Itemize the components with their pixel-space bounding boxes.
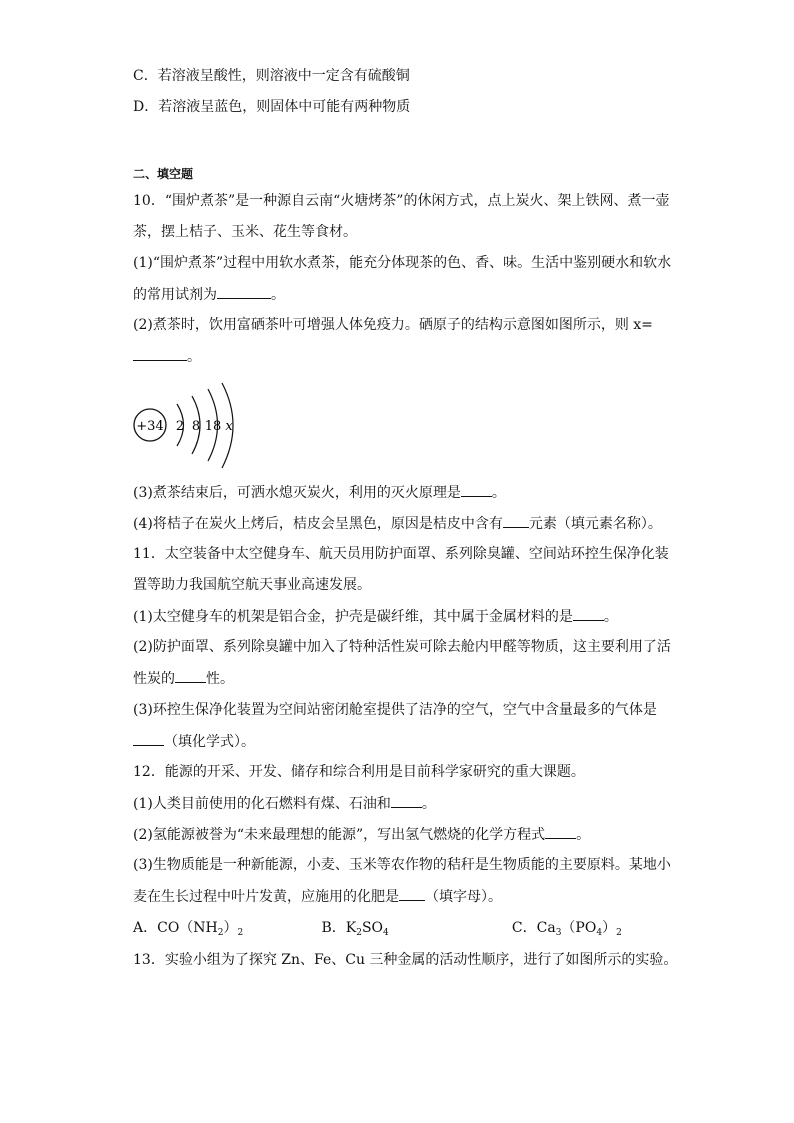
option-a <box>133 918 317 938</box>
shell-electrons-2: 8 <box>191 419 201 434</box>
text: (2)氢能源被誉为“未来最理想的能源”，写出氢气燃烧的化学方程式 <box>133 827 546 843</box>
line-option-c: C．若溶液呈酸性，则溶液中一定含有硫酸铜 <box>133 68 410 84</box>
answer-blank <box>573 606 604 621</box>
question-11-1 <box>133 606 618 627</box>
shell-electrons-3: 18 <box>204 419 222 434</box>
question-10-1-line-2 <box>133 284 285 305</box>
question-11-line-1: 11．太空装备中太空健身车、航天员用防护面罩、系列除臭罐、空间站环控生保净化装 <box>133 546 669 562</box>
nucleus-charge: +34 <box>136 419 164 434</box>
text: 元素（填元素名称）。 <box>528 516 662 532</box>
option-b <box>321 918 507 938</box>
answer-blank <box>391 793 422 808</box>
shell-electrons-1: 2 <box>175 419 185 434</box>
text: 的常用试剂为 <box>133 287 217 303</box>
subscript: 2 <box>237 928 244 938</box>
option-b-mid: SO <box>361 920 384 936</box>
text: (1)人类目前使用的化石燃料有煤、石油和 <box>133 796 391 812</box>
answer-blank <box>461 482 492 497</box>
question-10-1-line-1: (1)“围炉煮茶”过程中用软水煮茶，能充分体现茶的色、香、味。生活中鉴别硬水和软水 <box>133 255 672 271</box>
text: （填字母）。 <box>425 889 502 905</box>
text: 性。 <box>206 671 234 687</box>
option-a-mid: ） <box>223 920 238 936</box>
section-title: 二、填空题 <box>133 167 194 181</box>
text: （填化学式）。 <box>164 734 255 750</box>
question-11-2-line-2 <box>133 668 234 689</box>
question-11-line-2: 置等助力我国航空航天事业高速发展。 <box>133 577 371 593</box>
answer-blank <box>133 346 187 361</box>
answer-blank <box>175 668 206 683</box>
option-c-text: C．Ca <box>511 920 556 936</box>
question-10-line-2: 茶，摆上桔子、玉米、花生等食材。 <box>133 224 357 240</box>
answer-blank <box>399 886 425 901</box>
question-12: 12．能源的开采、开发、储存和综合利用是目前科学家研究的重大课题。 <box>133 764 585 780</box>
question-12-2 <box>133 824 590 845</box>
text: (3)煮茶结束后，可洒水熄灭炭火，利用的灭火原理是 <box>133 485 461 501</box>
subscript: 2 <box>616 928 622 938</box>
subscript: 2 <box>217 928 224 938</box>
text: 。 <box>603 609 618 625</box>
text: 。 <box>187 349 201 365</box>
subscript: 4 <box>596 928 603 938</box>
subscript: 3 <box>555 928 562 938</box>
question-10-2-line-1: (2)煮茶时，饮用富硒茶叶可增强人体免疫力。硒原子的结构示意图如图所示，则 x= <box>133 317 653 333</box>
question-11-3-line-1: (3)环控生保净化装置为空间站密闭舱室提供了洁净的空气，空气中含量最多的气体是 <box>133 702 657 718</box>
question-13: 13．实验小组为了探究 Zn、Fe、Cu 三种金属的活动性顺序，进行了如图所示的实验。 <box>133 952 678 968</box>
question-11-3-line-2 <box>133 731 255 752</box>
line-option-d: D．若溶液呈蓝色，则固体中可能有两种物质 <box>133 99 411 115</box>
answer-blank <box>545 824 576 839</box>
option-b-text: B．K <box>321 920 357 936</box>
option-c-end: ） <box>602 920 617 936</box>
question-12-3-line-1: (3)生物质能是一种新能源，小麦、玉米等农作物的秸秆是生物质能的主要原料。某地小 <box>133 857 671 873</box>
subscript: 2 <box>356 928 362 938</box>
option-a-text: A．CO（NH <box>133 920 218 936</box>
text: 。 <box>576 827 591 843</box>
text: 。 <box>421 796 436 812</box>
selenium-atom-structure-diagram <box>130 382 250 472</box>
answer-blank <box>503 513 529 528</box>
option-c <box>512 918 622 938</box>
subscript: 4 <box>383 928 389 938</box>
text: 性炭的 <box>133 671 175 687</box>
shell-electrons-4: x <box>225 419 233 434</box>
question-11-2-line-1: (2)防护面罩、系列除臭罐中加入了特种活性炭可除去舱内甲醛等物质，这主要利用了活 <box>133 639 671 655</box>
option-c-mid: （PO <box>561 920 597 936</box>
text: (1)太空健身车的机架是铝合金，护壳是碳纤维，其中属于金属材料的是 <box>133 609 573 625</box>
question-12-1 <box>133 793 436 814</box>
text: 。 <box>491 485 506 501</box>
question-10-2-line-2 <box>133 346 201 367</box>
question-12-3-line-2 <box>133 886 502 907</box>
answer-blank <box>133 731 164 746</box>
question-10-3 <box>133 482 506 503</box>
question-10-line-1: 10．“围炉煮茶”是一种源自云南“火塘烤茶”的休闲方式，点上炭火、架上铁网、煮一壶 <box>133 193 670 209</box>
question-12-options <box>133 918 622 938</box>
question-10-4 <box>133 513 662 534</box>
text: 麦在生长过程中叶片发黄，应施用的化肥是 <box>133 889 399 905</box>
text: 。 <box>271 287 285 303</box>
answer-blank <box>217 284 271 299</box>
text: (4)将桔子在炭火上烤后，桔皮会呈黑色，原因是桔皮中含有 <box>133 516 503 532</box>
